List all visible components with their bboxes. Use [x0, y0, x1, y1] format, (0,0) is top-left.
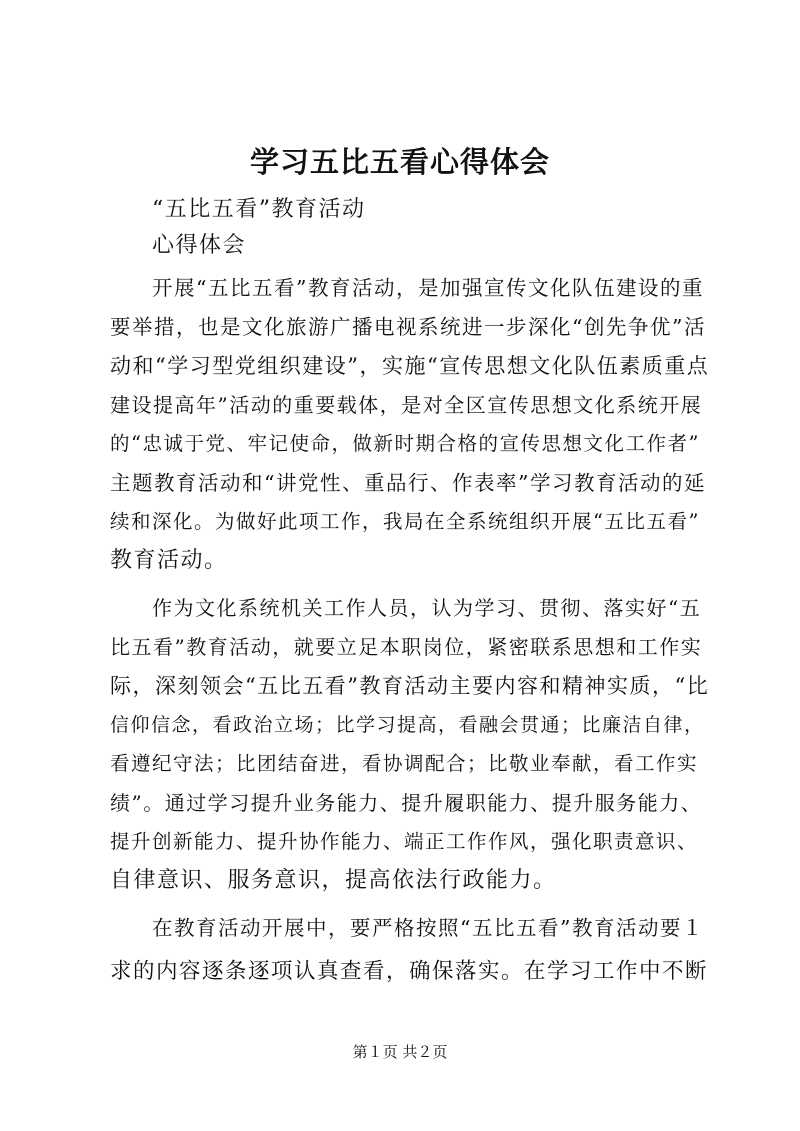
paragraph-line: 信仰信念，看政治立场；比学习提高，看融会贯通；比廉洁自律， [110, 714, 705, 736]
paragraph-line: 的“忠诚于党、牢记使命，做新时期合格的宣传思想文化工作者” [110, 432, 700, 455]
paragraph-line: 续和深化。为做好此项工作，我局在全系统组织开展“五比五看” [110, 510, 700, 533]
paragraph-line: 在教育活动开展中，要严格按照“五比五看”教育活动要１ [152, 916, 704, 940]
paragraph-line: 看遵纪守法；比团结奋进，看协调配合；比敬业奉献，看工作实 [110, 752, 699, 775]
paragraph-line: 际，深刻领会“五比五看”教育活动主要内容和精神实质，“比 [110, 674, 710, 698]
paragraph-line: 开展“五比五看”教育活动，是加强宣传文化队伍建设的重 [152, 276, 704, 300]
paragraph-line: 要举措，也是文化旅游广播电视系统进一步深化“创先争优”活 [110, 315, 706, 339]
subtitle-line: “五比五看”教育活动 [152, 197, 366, 222]
paragraph-line: 作为文化系统机关工作人员，认为学习、贯彻、落实好“五 [152, 596, 702, 620]
paragraph-line: 教育活动。 [110, 548, 228, 573]
paragraph-line: 主题教育活动和“讲党性、重品行、作表率”学习教育活动的延 [110, 471, 706, 495]
document-title: 学习五比五看心得体会 [249, 145, 550, 179]
paragraph-line: 提升创新能力、提升协作能力、端正工作作风，强化职责意识、 [110, 830, 699, 853]
paragraph-line: 动和“学习型党组织建设”，实施“宣传思想文化队伍素质重点 [110, 354, 710, 378]
paragraph-line: 比五看”教育活动，就要立足本职岗位，紧密联系思想和工作实 [110, 635, 703, 659]
paragraph-line: 绩”。通过学习提升业务能力、提升履职能力、提升服务能力、 [110, 791, 703, 815]
paragraph-line: 自律意识、服务意识，提高依法行政能力。 [110, 868, 557, 893]
subtitle-line: 心得体会 [152, 233, 247, 258]
paragraph-line: 求的内容逐条逐项认真查看，确保落实。在学习工作中不断 [110, 959, 709, 984]
page-footer: 第１页 共２页 [352, 1043, 448, 1061]
paragraph-line: 建设提高年”活动的重要载体，是对全区宣传思想文化系统开展 [110, 393, 703, 417]
